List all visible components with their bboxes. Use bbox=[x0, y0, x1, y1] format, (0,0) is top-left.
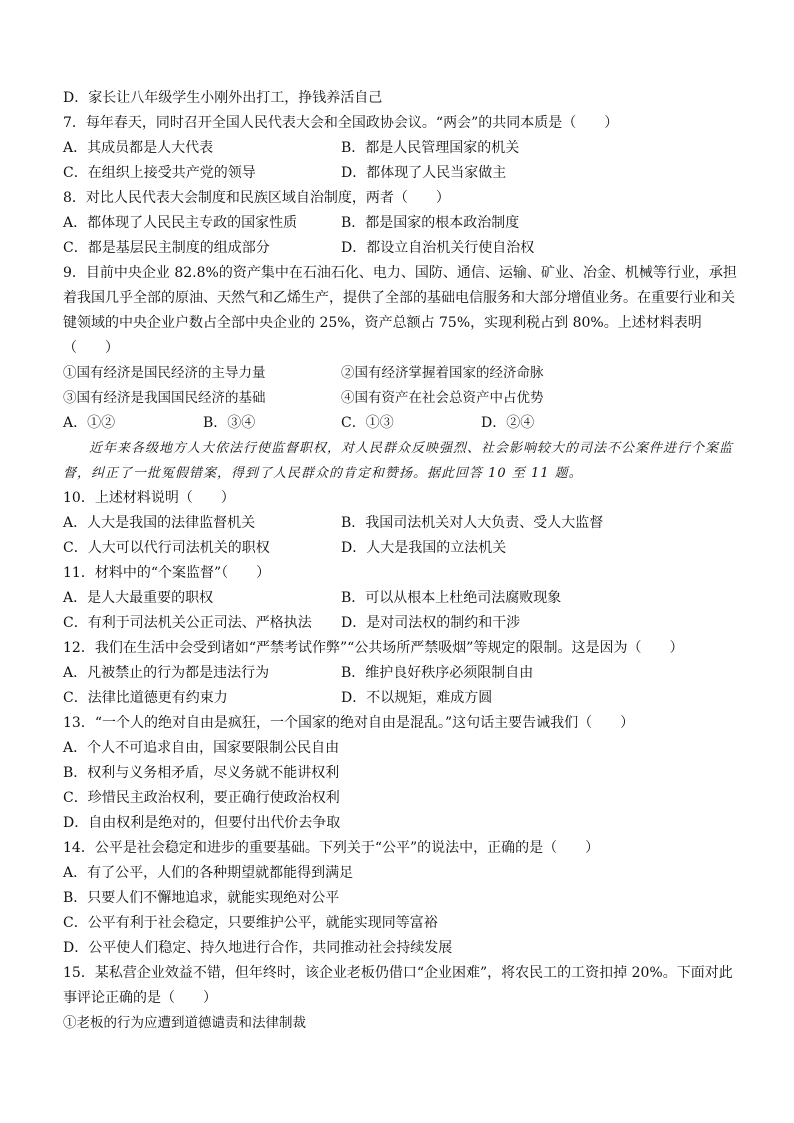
q8-option-d: D．都设立自治机关行使自治权 bbox=[341, 240, 535, 256]
q12-option-a: A．凡被禁止的行为都是违法行为 bbox=[63, 665, 270, 681]
question-8-options-row-1 bbox=[63, 211, 743, 236]
question-11-options-row-1 bbox=[63, 586, 743, 611]
q14-option-a: A．有了公平，人们的各种期望就都能得到满足 bbox=[63, 865, 354, 881]
question-9-statements-row-2 bbox=[63, 386, 743, 411]
question-8: 8．对比人民代表大会制度和民族区域自治制度，两者（ ） bbox=[63, 190, 450, 206]
q11-option-c: C．有利于司法机关公正司法、严格执法 bbox=[63, 615, 312, 631]
q9-statement-3: ③国有经济是我国国民经济的基础 bbox=[63, 390, 266, 406]
q7-option-d: D．都体现了人民当家做主 bbox=[341, 165, 507, 181]
q9-statement-1: ①国有经济是国民经济的主导力量 bbox=[63, 365, 266, 381]
q8-option-c: C．都是基层民主制度的组成部分 bbox=[63, 240, 270, 256]
q10-option-b: B．我国司法机关对人大负责、受人大监督 bbox=[341, 515, 604, 531]
question-12: 12．我们在生活中会受到诸如“严禁考试作弊”“公共场所严禁吸烟”等规定的限制。这是因为（ ） bbox=[63, 640, 684, 656]
q12-option-c: C．法律比道德更有约束力 bbox=[63, 690, 228, 706]
q10-option-c: C．人大可以代行司法机关的职权 bbox=[63, 540, 270, 556]
q14-option-d: D．公平使人们稳定、持久地进行合作，共同推动社会持续发展 bbox=[63, 940, 453, 956]
q13-option-b: B．权利与义务相矛盾，尽义务就不能讲权利 bbox=[63, 765, 340, 781]
q13-option-d: D．自由权利是绝对的，但要付出代价去争取 bbox=[63, 815, 341, 831]
q9-option-b: B．③④ bbox=[203, 415, 256, 431]
q9-option-a: A．①② bbox=[63, 415, 116, 431]
q13-option-a: A．个人不可追求自由，国家要限制公民自由 bbox=[63, 740, 340, 756]
q7-option-c: C．在组织上接受共产党的领导 bbox=[63, 165, 256, 181]
q14-option-c: C．公平有利于社会稳定，只要维护公平，就能实现同等富裕 bbox=[63, 915, 438, 931]
question-10-options-row-2 bbox=[63, 536, 743, 561]
question-7-options-row-2 bbox=[63, 161, 743, 186]
question-11: 11．材料中的“个案监督”（ ） bbox=[63, 565, 271, 581]
q7-option-b: B．都是人民管理国家的机关 bbox=[341, 140, 520, 156]
question-9-options bbox=[63, 411, 743, 436]
q9-option-d: D．②④ bbox=[481, 415, 535, 431]
q7-option-a: A．其成员都是人大代表 bbox=[63, 140, 214, 156]
exam-page bbox=[63, 86, 743, 1036]
q11-option-d: D．是对司法权的制约和干涉 bbox=[341, 615, 521, 631]
question-12-options-row-2 bbox=[63, 686, 743, 711]
q15-statement-1: ①老板的行为应遭到道德谴责和法律制裁 bbox=[63, 1015, 306, 1031]
question-7: 7．每年春天，同时召开全国人民代表大会和全国政协会议。“两会”的共同本质是（ ） bbox=[63, 115, 619, 131]
q12-option-d: D．不以规矩，难成方圆 bbox=[341, 690, 493, 706]
q11-option-a: A．是人大最重要的职权 bbox=[63, 590, 214, 606]
q11-option-b: B．可以从根本上杜绝司法腐败现象 bbox=[341, 590, 562, 606]
question-11-options-row-2 bbox=[63, 611, 743, 636]
question-10-options-row-1 bbox=[63, 511, 743, 536]
q9-option-c: C．①③ bbox=[341, 415, 394, 431]
question-15: 15．某私营企业效益不错，但年终时，该企业老板仍借口“企业困难”，将农民工的工资扣掉 20%。下面对此事评论正确的是（ ） bbox=[63, 965, 733, 1006]
question-9: 9．目前中央企业 82.8%的资产集中在石油石化、电力、国防、通信、运输、矿业、冶金、机械等行业，承担着我国几乎全部的原油、天然气和乙烯生产，提供了全部的基础电信服务和大部分增值业务。在重要行业和关键领域的中央企业户数占全部中央企业的 25%，资产总额占 75%，实现利税占到 80%。上述材料表明 bbox=[63, 265, 737, 331]
q10-option-a: A．人大是我国的法律监督机关 bbox=[63, 515, 256, 531]
q10-option-d: D．人大是我国的立法机关 bbox=[341, 540, 507, 556]
q13-option-c: C．珍惜民主政治权利，要正确行使政治权利 bbox=[63, 790, 340, 806]
q14-option-b: B．只要人们不懈地追求，就能实现绝对公平 bbox=[63, 890, 340, 906]
q8-option-a: A．都体现了人民民主专政的国家性质 bbox=[63, 215, 298, 231]
q12-option-b: B．维护良好秩序必须限制自由 bbox=[341, 665, 534, 681]
question-12-options-row-1 bbox=[63, 661, 743, 686]
question-9-statements-row-1 bbox=[63, 361, 743, 386]
question-10: 10．上述材料说明（ ） bbox=[63, 490, 235, 506]
question-8-options-row-2 bbox=[63, 236, 743, 261]
question-9-blank: （ ） bbox=[63, 340, 119, 356]
q9-statement-2: ②国有经济掌握着国家的经济命脉 bbox=[341, 365, 544, 381]
question-13: 13．“一个人的绝对自由是疯狂，一个国家的绝对自由是混乱。”这句话主要告诫我们（ ） bbox=[63, 715, 635, 731]
q8-option-b: B．都是国家的根本政治制度 bbox=[341, 215, 520, 231]
q9-statement-4: ④国有资产在社会总资产中占优势 bbox=[341, 390, 544, 406]
question-7-options-row-1 bbox=[63, 136, 743, 161]
question-14: 14．公平是社会稳定和进步的重要基础。下列关于“公平”的说法中，正确的是（ ） bbox=[63, 840, 600, 856]
material-passage: 近年来各级地方人大依法行使监督职权，对人民群众反映强烈、社会影响较大的司法不公案件进行个案监督，纠正了一批冤假错案，得到了人民群众的肯定和赞扬。据此回答 10 至 11 题。 bbox=[63, 441, 734, 481]
option-d-previous: D．家长让八年级学生小刚外出打工，挣钱养活自己 bbox=[63, 90, 383, 106]
